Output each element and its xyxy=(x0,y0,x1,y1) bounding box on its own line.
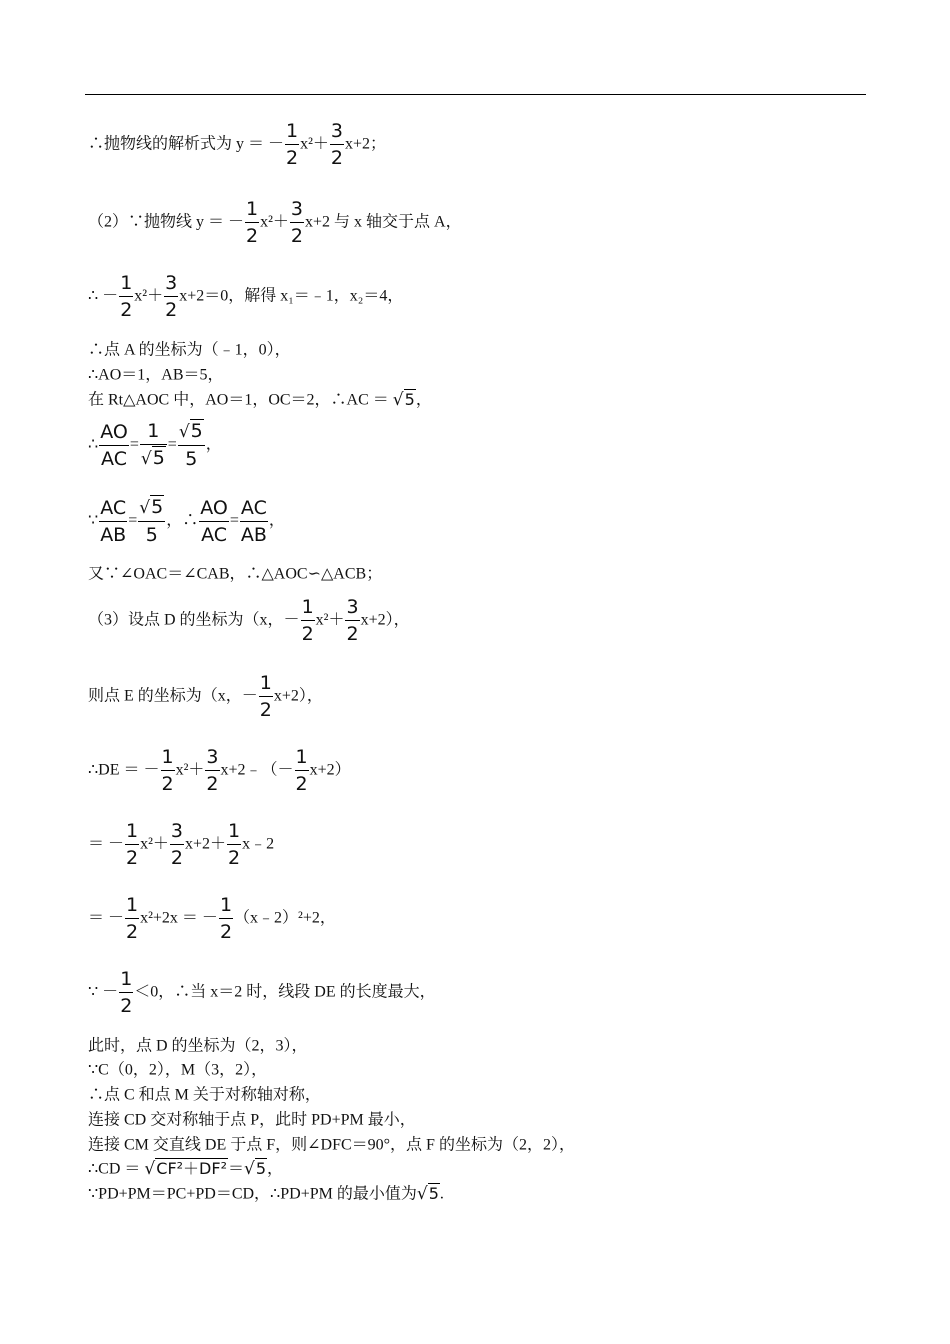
text-run: = xyxy=(229,512,239,529)
denominator: 2 xyxy=(206,773,219,795)
denominator: AB xyxy=(240,523,267,546)
header-rule xyxy=(85,94,866,95)
numerator: 1 xyxy=(140,418,167,445)
text-run: = xyxy=(167,436,177,453)
fraction xyxy=(99,495,127,548)
text-run: ∵PD+PM＝PC+PD＝CD，∴PD+PM 的最小值为 xyxy=(88,1185,417,1203)
radical-sign: √ xyxy=(392,390,404,411)
text-run: ∴AO＝1，AB＝5， xyxy=(88,366,224,384)
text-run: 则点 E 的坐标为（x，－ xyxy=(88,687,258,705)
radical-sign: √ xyxy=(178,422,190,442)
text-run: ∴点 A 的坐标为（﹣1，0）， xyxy=(88,341,291,359)
fraction xyxy=(330,118,344,171)
text-run: 在 Rt△AOC 中，AO＝1，OC＝2，∴AC ＝ xyxy=(88,391,393,409)
numerator: AC xyxy=(99,495,127,522)
solution-line xyxy=(88,966,436,1019)
text-run: 连接 CD 交对称轴于点 P，此时 PD+PM 最小， xyxy=(88,1111,416,1129)
radical-sign: √ xyxy=(144,1159,156,1180)
denominator xyxy=(140,445,167,472)
denominator: 2 xyxy=(126,921,139,943)
fraction xyxy=(245,196,259,249)
denominator: 2 xyxy=(346,623,359,645)
fraction xyxy=(125,818,139,871)
text-run: ＝ － xyxy=(88,835,125,853)
text-run: （2）∵抛物线 y ＝ － xyxy=(88,213,245,231)
fraction xyxy=(259,670,273,723)
text-run: ∵C（0，2），M（3，2）， xyxy=(88,1061,268,1079)
text-run: x﹣2 xyxy=(242,835,275,853)
sqrt-expression xyxy=(141,445,166,472)
sqrt-expression xyxy=(179,418,204,445)
solution-line xyxy=(88,1110,416,1130)
numerator: 1 xyxy=(245,196,259,223)
radicand: 5 xyxy=(152,447,165,469)
numerator: 1 xyxy=(295,744,309,771)
fraction xyxy=(161,744,175,797)
denominator: 5 xyxy=(145,524,158,546)
denominator: 2 xyxy=(286,147,299,169)
solution-line xyxy=(88,892,336,945)
text-run: ∴抛物线的解析式为 y ＝ － xyxy=(88,135,285,153)
fraction xyxy=(119,270,133,323)
denominator: 2 xyxy=(219,921,233,943)
fraction xyxy=(345,594,359,647)
text-run: ，∴ xyxy=(166,512,199,529)
radicand: 5 xyxy=(151,496,164,518)
solution-line xyxy=(88,340,291,360)
numerator xyxy=(178,418,205,446)
numerator: 1 xyxy=(161,744,175,771)
numerator: AO xyxy=(199,495,229,522)
text-run: ＜0，∴当 x＝2 时，线段 DE 的长度最大， xyxy=(134,983,436,1001)
solution-line xyxy=(88,494,285,548)
solution-line xyxy=(88,1159,283,1179)
numerator: 1 xyxy=(259,670,273,697)
text-run: ＝ － xyxy=(88,909,125,927)
numerator xyxy=(138,494,165,522)
numerator: AO xyxy=(99,419,129,446)
fraction xyxy=(205,744,219,797)
numerator: 1 xyxy=(219,892,233,919)
denominator: AC xyxy=(201,523,227,546)
numerator: AC xyxy=(240,495,268,522)
sqrt-expression xyxy=(244,1159,267,1179)
text-run: x+2； xyxy=(345,135,387,153)
radicand: 5 xyxy=(255,1159,267,1179)
sqrt-expression xyxy=(393,390,416,410)
denominator: 2 xyxy=(126,847,139,869)
fraction xyxy=(170,818,184,871)
solution-line xyxy=(88,818,274,871)
denominator: 2 xyxy=(246,225,259,247)
denominator: AC xyxy=(101,447,127,470)
text-run: x+2＋ xyxy=(185,835,227,853)
text-run: ∵ － xyxy=(88,983,119,1001)
denominator: 2 xyxy=(301,623,314,645)
denominator: 2 xyxy=(170,847,184,869)
numerator: 3 xyxy=(170,818,184,845)
solution-line xyxy=(88,564,382,584)
text-run: x²＋ xyxy=(134,287,164,305)
radical-sign: √ xyxy=(140,449,152,469)
fraction xyxy=(199,495,229,548)
text-run: ＝ xyxy=(228,1160,245,1178)
solution-line xyxy=(88,594,410,647)
text-run: ∴CD ＝ xyxy=(88,1160,145,1178)
numerator: 1 xyxy=(125,892,139,919)
text-run: x+2＝0，解得 x₁＝﹣1，x₂＝4， xyxy=(179,287,404,305)
text-run: x+2） xyxy=(309,761,351,779)
denominator: 2 xyxy=(120,299,133,321)
fraction xyxy=(227,818,241,871)
fraction xyxy=(140,418,167,472)
text-run: x²+2x ＝ － xyxy=(140,909,218,927)
fraction xyxy=(99,419,129,472)
text-run: x²＋ xyxy=(260,213,289,231)
text-run: x²＋ xyxy=(300,135,329,153)
radical-sign: √ xyxy=(244,1159,255,1180)
text-run: = xyxy=(129,436,139,453)
fraction xyxy=(178,418,205,472)
text-run: x+2 与 x 轴交于点 A， xyxy=(305,213,462,231)
text-run: ， xyxy=(268,512,285,529)
fraction xyxy=(125,892,139,945)
solution-line xyxy=(88,744,351,797)
numerator: 1 xyxy=(227,818,241,845)
numerator: 1 xyxy=(125,818,139,845)
solution-line xyxy=(88,390,432,410)
text-run: = xyxy=(128,512,138,529)
numerator: 3 xyxy=(205,744,219,771)
text-run: ∵ xyxy=(88,512,99,529)
fraction xyxy=(295,744,309,797)
numerator: 3 xyxy=(164,270,178,297)
fraction xyxy=(219,892,233,945)
text-run: 连接 CM 交直线 DE 于点 F，则∠DFC＝90°，点 F 的坐标为（2，2）， xyxy=(88,1136,575,1154)
sqrt-expression xyxy=(417,1184,440,1204)
numerator: 1 xyxy=(285,118,299,145)
denominator: 2 xyxy=(330,147,344,169)
denominator: 5 xyxy=(185,448,198,470)
text-run: ， xyxy=(415,391,432,409)
fraction xyxy=(138,494,165,548)
radicand: CF²＋DF² xyxy=(156,1159,227,1179)
numerator: 3 xyxy=(345,594,359,621)
numerator: 1 xyxy=(301,594,315,621)
fraction xyxy=(290,196,304,249)
solution-line xyxy=(88,1135,575,1155)
radicand: 5 xyxy=(190,420,203,442)
solution-line xyxy=(88,1036,308,1056)
sqrt-expression xyxy=(144,1159,228,1179)
radicand: 5 xyxy=(428,1184,439,1204)
numerator: 3 xyxy=(290,196,304,223)
numerator: 1 xyxy=(119,270,133,297)
fraction xyxy=(301,594,315,647)
solution-line xyxy=(88,1060,267,1080)
denominator: 2 xyxy=(259,699,272,721)
solution-line xyxy=(88,365,224,385)
text-run: 此时，点 D 的坐标为（2，3）， xyxy=(88,1037,308,1055)
text-run: ∴ xyxy=(88,436,99,453)
radicand: 5 xyxy=(404,390,415,410)
denominator: 2 xyxy=(120,995,133,1017)
denominator: 2 xyxy=(165,299,178,321)
text-run: x+2）， xyxy=(273,687,323,705)
radical-sign: √ xyxy=(139,498,151,518)
denominator: 2 xyxy=(228,847,241,869)
denominator: 2 xyxy=(161,773,174,795)
text-run: x+2﹣（－ xyxy=(220,761,294,779)
sqrt-expression xyxy=(139,494,164,521)
text-run: ， xyxy=(267,1160,284,1178)
text-run: ∴DE ＝ － xyxy=(88,761,160,779)
radical-sign: √ xyxy=(416,1184,428,1205)
fraction xyxy=(240,495,268,548)
text-run: x²＋ xyxy=(315,611,345,629)
text-run: （3）设点 D 的坐标为（x，－ xyxy=(88,611,300,629)
solution-line xyxy=(88,1184,444,1204)
text-run: ， xyxy=(205,436,222,453)
solution-line xyxy=(88,196,462,249)
text-run: . xyxy=(439,1185,444,1203)
solution-line xyxy=(88,270,403,323)
solution-line xyxy=(88,1085,321,1105)
text-run: ∴点 C 和点 M 关于对称轴对称， xyxy=(88,1086,321,1104)
text-run: ∴ － xyxy=(88,287,119,305)
numerator: 1 xyxy=(119,966,133,993)
text-run: （x﹣2）²+2， xyxy=(234,909,336,927)
numerator: 3 xyxy=(330,118,344,145)
denominator: 2 xyxy=(295,773,308,795)
solution-line xyxy=(88,418,222,472)
text-run: x+2）， xyxy=(360,611,410,629)
solution-line xyxy=(88,670,323,723)
text-run: x²＋ xyxy=(140,835,169,853)
fraction xyxy=(164,270,178,323)
fraction xyxy=(119,966,133,1019)
text-run: 又∵∠OAC＝∠CAB，∴△AOC∽△ACB； xyxy=(88,565,383,583)
text-run: x²＋ xyxy=(175,761,205,779)
solution-line xyxy=(88,118,386,171)
denominator: 2 xyxy=(290,225,304,247)
fraction xyxy=(285,118,299,171)
denominator: AB xyxy=(100,523,127,546)
